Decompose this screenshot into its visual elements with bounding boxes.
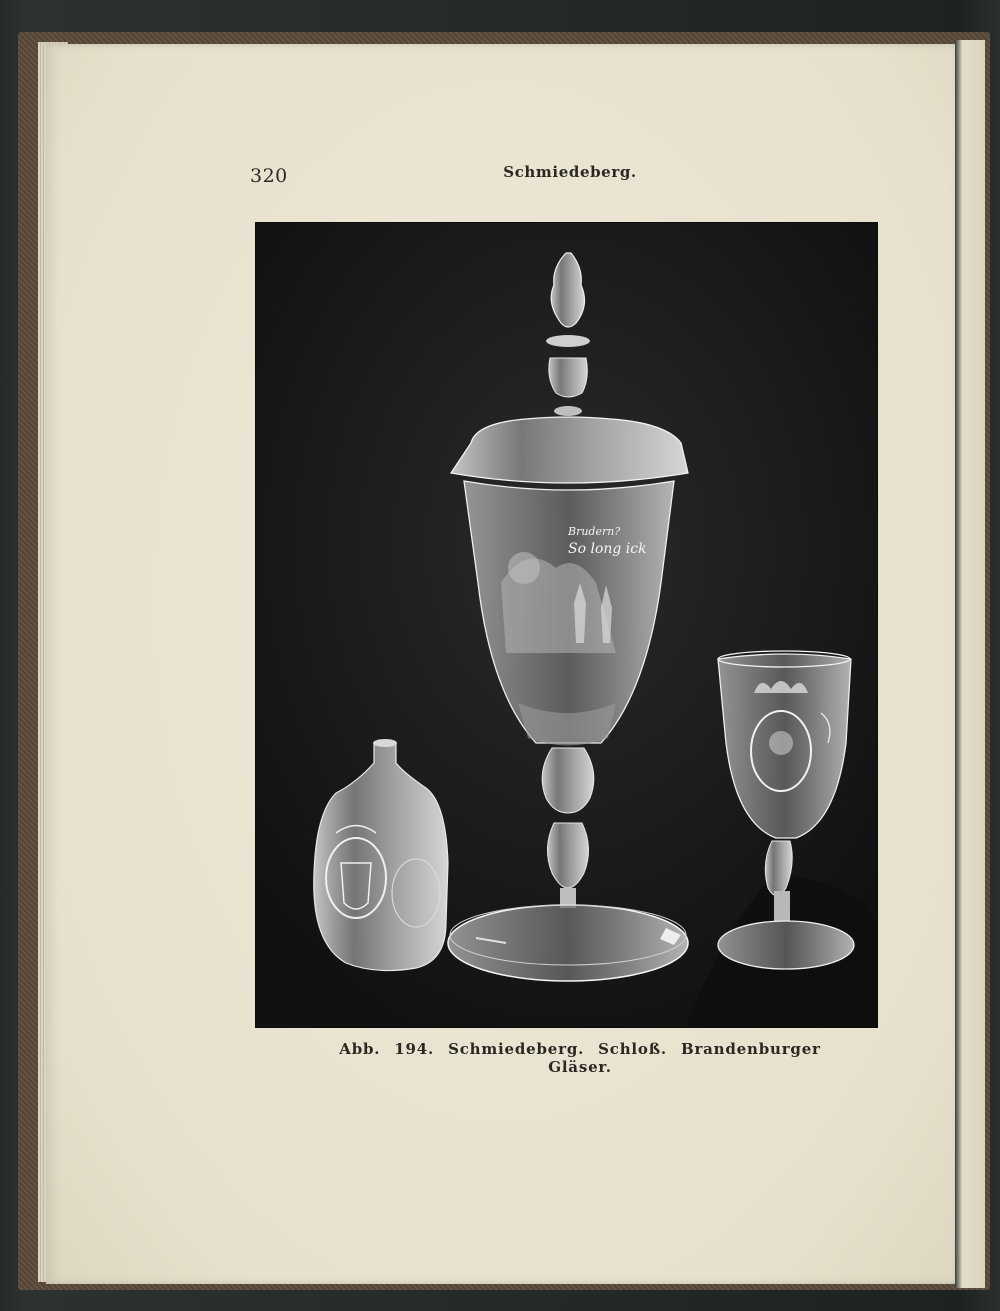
page-number: 320 xyxy=(250,165,288,187)
inscription-line-1: Brudern? xyxy=(568,525,621,538)
inscription-line-2: So long ick xyxy=(568,541,647,557)
photo-plate xyxy=(255,222,878,1028)
figure-caption: Abb. 194. Schmiedeberg. Schloß. Brandenburger Gläser. xyxy=(339,1040,821,1076)
book-gutter xyxy=(955,40,985,1288)
glassware-photograph xyxy=(256,223,877,1027)
running-head: Schmiedeberg. xyxy=(503,163,637,181)
